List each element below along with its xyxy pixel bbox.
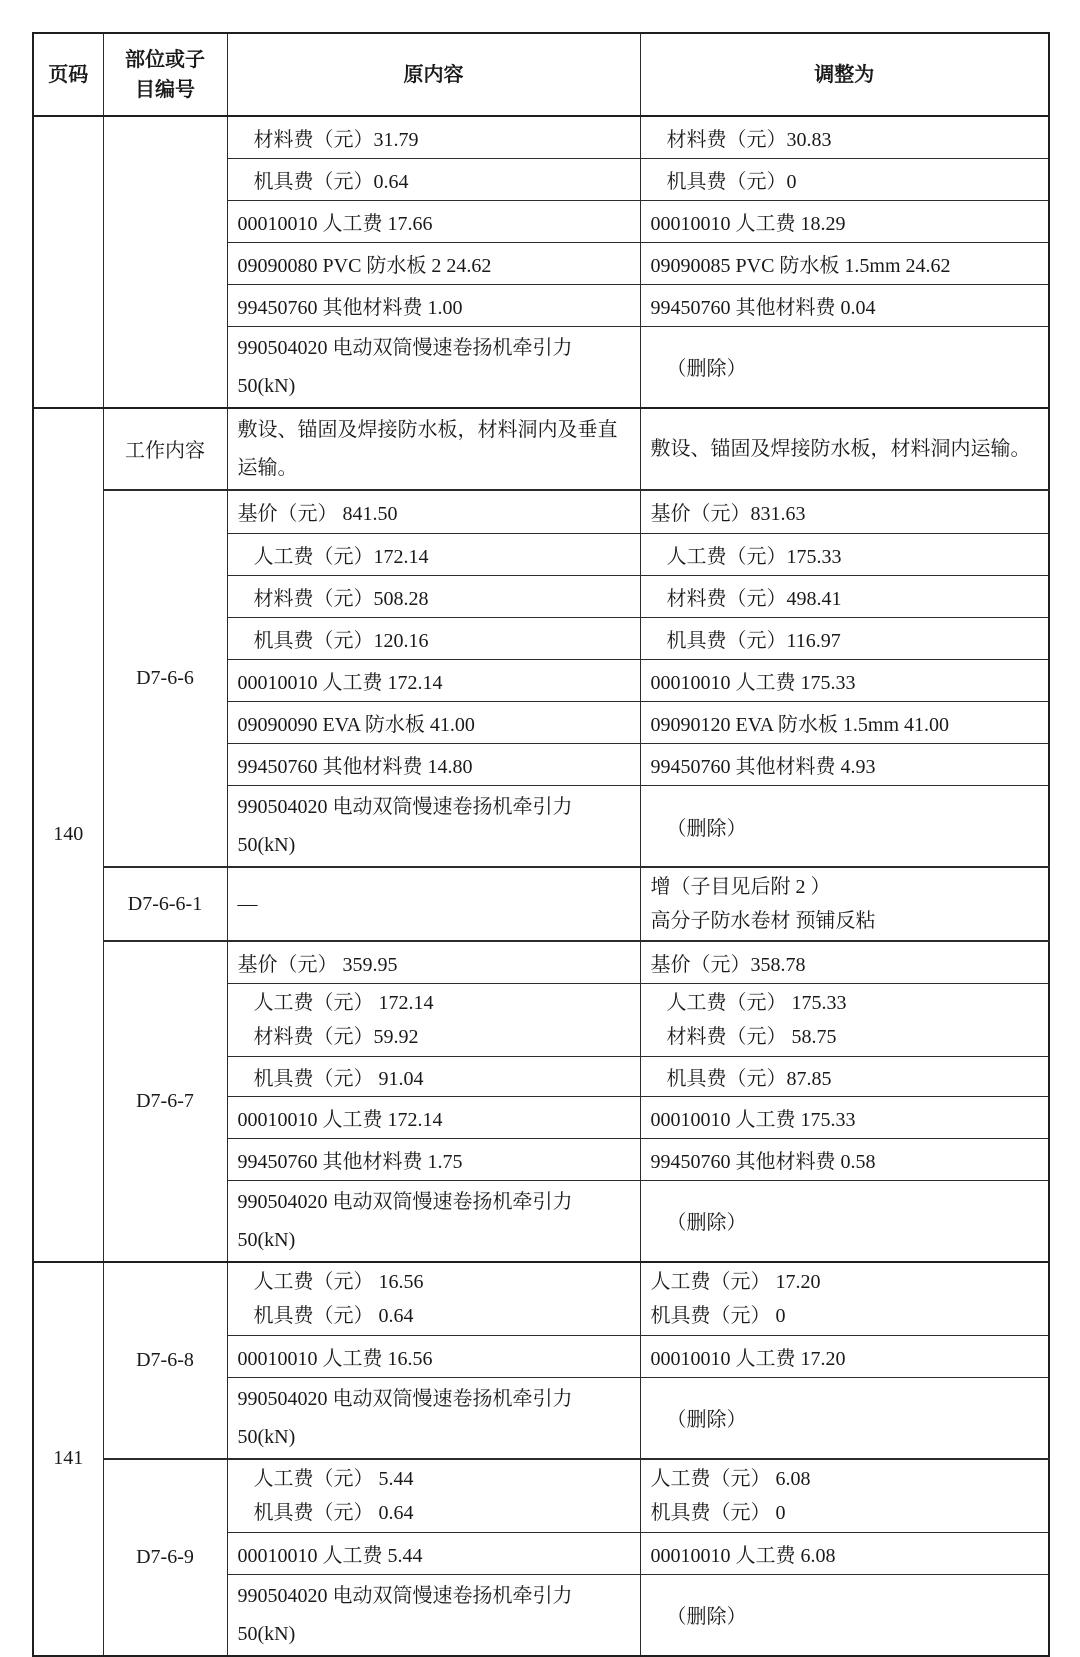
original-content-cell: 材料费（元）31.79 xyxy=(227,116,640,158)
original-line: 机具费（元） 0.64 xyxy=(253,1501,414,1524)
adjusted-content-cell xyxy=(640,1459,1049,1533)
adjusted-content-cell: 00010010 人工费 6.08 xyxy=(640,1532,1049,1574)
adjusted-content-cell: 人工费（元）175.33 xyxy=(640,534,1049,576)
adjustment-table xyxy=(32,32,1050,1657)
original-content-cell: 990504020 电动双筒慢速卷扬机牵引力 50(kN) xyxy=(227,786,640,868)
original-content-cell: 99450760 其他材料费 14.80 xyxy=(227,744,640,786)
adjusted-content-cell: 基价（元）831.63 xyxy=(640,490,1049,534)
adjusted-content-cell: （删除） xyxy=(640,1377,1049,1459)
item-code-cell: D7-6-7 xyxy=(103,941,227,1262)
adjusted-content-cell xyxy=(640,867,1049,941)
column-header-original: 原内容 xyxy=(227,33,640,116)
adjusted-content-cell: 99450760 其他材料费 0.58 xyxy=(640,1138,1049,1180)
original-content-cell: 机具费（元） 91.04 xyxy=(227,1056,640,1096)
original-content-cell: 基价（元） 841.50 xyxy=(227,490,640,534)
adjusted-content-cell: 机具费（元）116.97 xyxy=(640,618,1049,660)
table-row xyxy=(33,1262,1049,1336)
item-code-cell: D7-6-8 xyxy=(103,1262,227,1459)
table-row xyxy=(33,408,1049,490)
adjusted-content-cell: （删除） xyxy=(640,1180,1049,1262)
original-content-cell: 09090080 PVC 防水板 2 24.62 xyxy=(227,242,640,284)
original-content-cell: 99450760 其他材料费 1.75 xyxy=(227,1138,640,1180)
item-code-cell: D7-6-9 xyxy=(103,1459,227,1656)
original-content-cell: 00010010 人工费 172.14 xyxy=(227,660,640,702)
adjusted-content-cell: 09090120 EVA 防水板 1.5mm 41.00 xyxy=(640,702,1049,744)
header-row xyxy=(33,33,1049,116)
adjusted-content-cell: 99450760 其他材料费 4.93 xyxy=(640,744,1049,786)
original-line: 材料费（元）59.92 xyxy=(253,1025,419,1048)
table-row xyxy=(33,490,1049,534)
adjusted-line: 人工费（元） 17.20 xyxy=(650,1270,821,1293)
original-content-cell: 敷设、锚固及焊接防水板，材料洞内及垂直运输。 xyxy=(227,408,640,490)
item-code-cell: D7-6-6 xyxy=(103,490,227,868)
adjusted-content-cell: 机具费（元）87.85 xyxy=(640,1056,1049,1096)
page-number-cell-empty xyxy=(33,116,103,408)
original-content-cell: 机具费（元）0.64 xyxy=(227,158,640,200)
adjusted-line: 人工费（元） 6.08 xyxy=(650,1467,811,1490)
original-content-cell: — xyxy=(227,867,640,941)
original-content-cell: 990504020 电动双筒慢速卷扬机牵引力 50(kN) xyxy=(227,1574,640,1656)
adjusted-content-cell xyxy=(640,1262,1049,1336)
original-content-cell: 人工费（元）172.14 xyxy=(227,534,640,576)
adjusted-content-cell: 00010010 人工费 175.33 xyxy=(640,1096,1049,1138)
column-header-item-line1: 部位或子 xyxy=(125,48,205,71)
adjusted-content-cell: 00010010 人工费 17.20 xyxy=(640,1335,1049,1377)
original-content-cell: 00010010 人工费 5.44 xyxy=(227,1532,640,1574)
adjusted-content-cell xyxy=(640,983,1049,1056)
original-content-cell: 机具费（元）120.16 xyxy=(227,618,640,660)
adjusted-line: 增（子目见后附 2 ） xyxy=(650,876,831,898)
adjusted-content-cell: 基价（元）358.78 xyxy=(640,941,1049,983)
page-number-cell: 141 xyxy=(33,1262,103,1656)
original-content-cell: 990504020 电动双筒慢速卷扬机牵引力 50(kN) xyxy=(227,1180,640,1262)
adjusted-content-cell: （删除） xyxy=(640,326,1049,408)
adjusted-content-cell: 材料费（元）498.41 xyxy=(640,576,1049,618)
adjusted-line: 材料费（元） 58.75 xyxy=(666,1025,837,1048)
original-line: 人工费（元） 5.44 xyxy=(253,1467,414,1490)
item-code-cell: 工作内容 xyxy=(103,408,227,490)
original-content-cell: 材料费（元）508.28 xyxy=(227,576,640,618)
column-header-item-code xyxy=(103,33,227,116)
adjusted-content-cell: 材料费（元）30.83 xyxy=(640,116,1049,158)
item-code-cell: D7-6-6-1 xyxy=(103,867,227,941)
adjusted-content-cell: 09090085 PVC 防水板 1.5mm 24.62 xyxy=(640,242,1049,284)
original-line: 机具费（元） 0.64 xyxy=(253,1304,414,1327)
adjusted-content-cell: （删除） xyxy=(640,786,1049,868)
original-content-cell: 00010010 人工费 172.14 xyxy=(227,1096,640,1138)
original-content-cell xyxy=(227,983,640,1056)
original-content-cell: 00010010 人工费 17.66 xyxy=(227,200,640,242)
adjusted-line: 人工费（元） 175.33 xyxy=(666,991,847,1014)
adjusted-content-cell: 机具费（元）0 xyxy=(640,158,1049,200)
original-content-cell: 99450760 其他材料费 1.00 xyxy=(227,284,640,326)
page-number-cell: 140 xyxy=(33,408,103,1262)
original-line: 人工费（元） 172.14 xyxy=(253,991,434,1014)
adjusted-content-cell: 99450760 其他材料费 0.04 xyxy=(640,284,1049,326)
adjusted-content-cell: 00010010 人工费 175.33 xyxy=(640,660,1049,702)
column-header-item-line2: 目编号 xyxy=(135,78,195,101)
adjusted-line: 高分子防水卷材 预铺反粘 xyxy=(650,910,876,932)
table-row xyxy=(33,1459,1049,1533)
original-content-cell: 09090090 EVA 防水板 41.00 xyxy=(227,702,640,744)
adjusted-line: 机具费（元） 0 xyxy=(650,1501,786,1524)
original-content-cell: 基价（元） 359.95 xyxy=(227,941,640,983)
adjusted-content-cell: 敷设、锚固及焊接防水板，材料洞内运输。 xyxy=(640,408,1049,490)
adjusted-content-cell: （删除） xyxy=(640,1574,1049,1656)
item-code-cell-empty xyxy=(103,116,227,408)
original-content-cell: 00010010 人工费 16.56 xyxy=(227,1335,640,1377)
adjusted-content-cell: 00010010 人工费 18.29 xyxy=(640,200,1049,242)
table-row xyxy=(33,941,1049,983)
original-line: 人工费（元） 16.56 xyxy=(253,1270,424,1293)
original-content-cell xyxy=(227,1459,640,1533)
adjusted-line: 机具费（元） 0 xyxy=(650,1304,786,1327)
original-content-cell: 990504020 电动双筒慢速卷扬机牵引力 50(kN) xyxy=(227,326,640,408)
column-header-adjusted: 调整为 xyxy=(640,33,1049,116)
table-row xyxy=(33,116,1049,158)
original-content-cell: 990504020 电动双筒慢速卷扬机牵引力 50(kN) xyxy=(227,1377,640,1459)
original-content-cell xyxy=(227,1262,640,1336)
column-header-page: 页码 xyxy=(33,33,103,116)
table-row xyxy=(33,867,1049,941)
